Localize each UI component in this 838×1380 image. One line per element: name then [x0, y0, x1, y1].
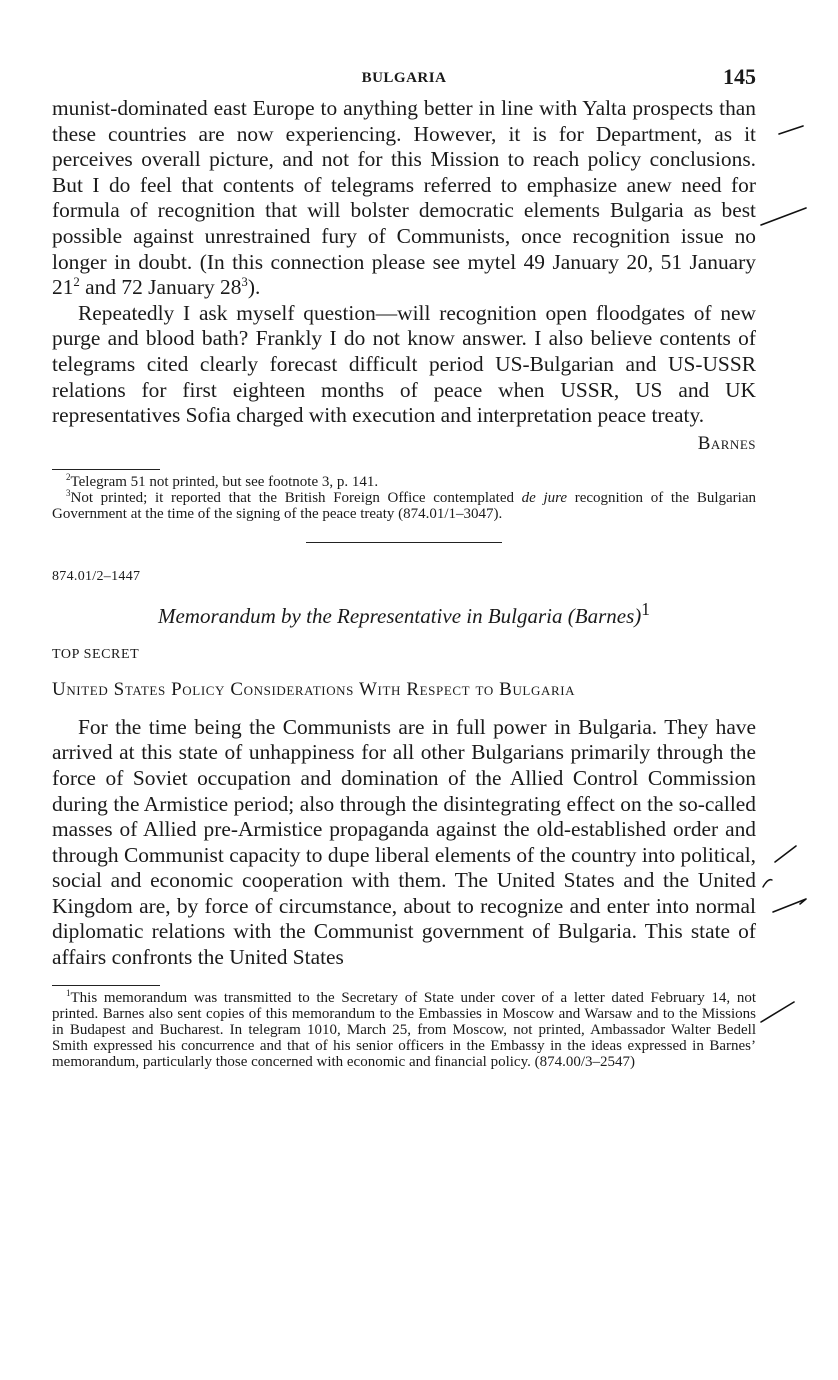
footnote-1 [52, 987, 756, 1070]
continuation-text: munist-dominated east Europe to anything better in line with Yalta prospects than these countries are now experiencing. However, it is for Department, as it perceives overall picture, and not for this Mission to reach policy conclusions. But I do feel that contents of telegrams referred to emphasize anew need for formula of recognition that will bolster democratic elements Bulgaria as best possible against unrestrained fury of Communists, once recognition issue no longer in doubt. (In this connection please see mytel 49 January 20, 51 January 21 [52, 96, 756, 300]
document-title-text: Memorandum by the Representative in Bulgaria [157, 603, 563, 628]
footnote-ref-2: 2 [73, 275, 80, 290]
file-number: 874.01/2–1447 [52, 568, 141, 584]
page-number: 145 [723, 64, 756, 89]
title-footnote-ref: 1 [641, 598, 651, 619]
document-author: (Barnes) [567, 603, 642, 628]
margin-mark-5 [773, 899, 806, 912]
continuation-paragraph [52, 96, 756, 301]
footnote-ref-3: 3 [241, 275, 248, 290]
footnote-italic-term: de jure [521, 489, 568, 506]
document-page [52, 64, 756, 1070]
footnote-text: Not printed; it reported that the British Foreign Office contemplated [70, 489, 522, 506]
footnote-divider-bottom [52, 985, 160, 986]
footnote-text: This memorandum was transmitted to the Secretary of State under cover of a letter dated February 14, not printed. Barnes also sent copies of this memorandum to the Embassies in Moscow and Warsaw and to the Missions in Budapest and Bucharest. In telegram 1010, March 25, from Moscow, not printed, Ambassador Walter Bedell Smith expressed his concurrence and that of his senior officers in the Embassy in the ideas expressed in Barnes’ memorandum, particularly those concerned with economic and financial policy. (874.00/3–2547) [52, 989, 756, 1070]
memorandum-paragraph: For the time being the Communists are in full power in Bulgaria. They have arrived at this state of unhappiness for all other Bulgarians primarily through the force of Soviet occupation and domination of the Allied Control Commission during the Armistice period; also through the disintegrating effect on the so-called masses of Allied pre-Armistice propaganda against the old-established order and through Communist capacity to dupe liberal elements of the country into political, social and economic cooperation with them. The United States and the United Kingdom are, by force of circumstance, about to recognize and enter into normal diplomatic relations with the Communist government of Bulgaria. This state of affairs confronts the United States [52, 714, 756, 970]
subject-heading: United States Policy Considerations With Respect to Bulgaria [52, 678, 576, 700]
footnote-marker: 1 [66, 987, 71, 998]
footnote-divider [52, 469, 160, 470]
footnote-3 [52, 487, 756, 522]
signature: Barnes [697, 432, 756, 454]
running-title: BULGARIA [361, 70, 447, 86]
footnote-marker: 3 [66, 487, 71, 498]
margin-mark-4 [763, 880, 772, 887]
footnote-marker: 2 [66, 471, 71, 482]
section-divider [306, 542, 502, 543]
margin-mark-1 [779, 126, 803, 134]
footnote-text: Telegram 51 not printed, but see footnote 3, p. 141. [70, 473, 379, 490]
margin-mark-3 [775, 846, 796, 862]
footnote-2 [52, 471, 756, 490]
margin-mark-6 [761, 1002, 794, 1022]
continuation-mid: and 72 January 28 [79, 275, 242, 300]
second-paragraph: Repeatedly I ask myself question—will recognition open floodgates of new purge and blood bath? Frankly I do not know answer. I also believe contents of telegrams cited clearly forecast difficult period US-Bulgarian and US-USSR relations for first eighteen months of peace when USSR, US and UK representatives Sofia charged with execution and interpretation peace treaty. [52, 300, 756, 428]
classification-label: TOP SECRET [52, 646, 140, 662]
footnote-text-end: recognition of the Bulgarian Government at the time of the signing of the peace treaty (874.01/1–3047). [52, 489, 756, 522]
running-header [52, 64, 756, 96]
continuation-end: ). [247, 275, 261, 300]
document-title [52, 599, 756, 629]
margin-mark-2 [761, 208, 806, 225]
